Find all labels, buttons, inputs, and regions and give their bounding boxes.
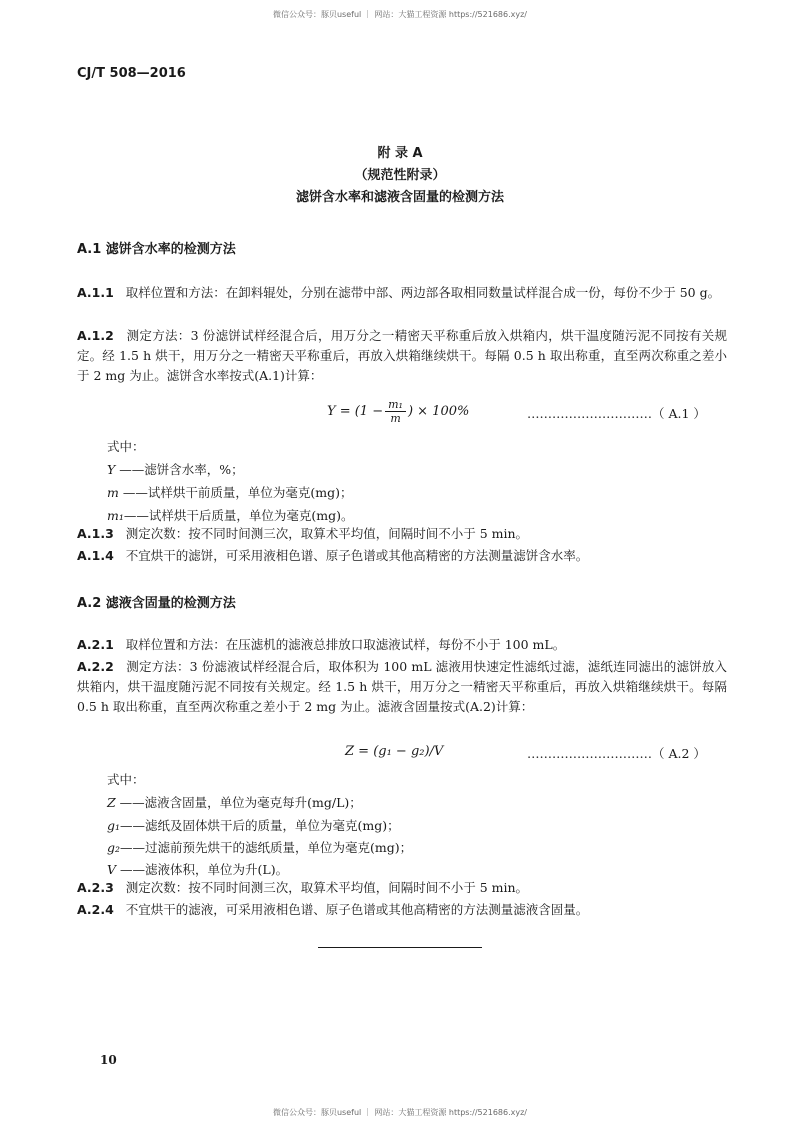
clause-a2-1 (77, 635, 727, 655)
definition-symbol: g₂ (107, 840, 121, 855)
clause-number: A.1.4 (77, 548, 114, 563)
appendix-type: （规范性附录） (354, 168, 446, 183)
definition-row (107, 460, 244, 478)
where-label: 式中： (107, 772, 145, 787)
clause-a2-2 (77, 657, 727, 717)
clause-number: A.1.3 (77, 526, 114, 541)
equation-number-a1: …………………………（ A.1 ） (527, 406, 706, 421)
clause-number: A.1.1 (77, 285, 114, 300)
clause-text: 取样位置和方法：在卸料辊处，分别在滤带中部、两边部各取相同数量试样混合成一份，每份不少于 50 g。 (125, 285, 721, 300)
clause-text: 测定方法：3 份滤饼试样经混合后，用万分之一精密天平称重后放入烘箱内，烘干温度随污泥不同按有关规定。经 1.5 h 烘干，用万分之一精密天平称重后，再放入烘箱继续烘干。每隔 0.5 h 取出称重，直至两次称重之差小于 2 mg 为止。滤饼含水率按式(A.1)计算： (77, 328, 728, 383)
clause-text: 不宜烘干的滤液，可采用液相色谱、原子色谱或其他高精密的方法测量滤液含固量。 (125, 902, 589, 917)
clause-number: A.2.3 (77, 880, 114, 895)
clause-number: A.2.1 (77, 637, 114, 652)
standard-code: CJ/T 508—2016 (77, 66, 186, 81)
definition-text: ——试样烘干后质量，单位为毫克(mg)。 (123, 508, 354, 523)
clause-number: A.2.4 (77, 902, 114, 917)
watermark-top: 微信公众号：豚贝useful ｜ 网站：大猫工程资源 https://521686.xyz/ (272, 10, 528, 19)
definition-text: ——滤纸及固体烘干后的质量，单位为毫克(mg)； (120, 818, 400, 833)
definition-row (107, 838, 412, 856)
definition-symbol: V (107, 862, 117, 877)
definition-row (107, 483, 352, 501)
equation-fraction (385, 398, 406, 425)
equation-a1 (327, 398, 469, 425)
definition-symbol: m (107, 485, 119, 500)
clause-a1-2 (77, 326, 727, 386)
watermark-bottom: 微信公众号：豚贝useful ｜ 网站：大猫工程资源 https://521686.xyz/ (272, 1108, 528, 1117)
definition-row (107, 816, 400, 834)
section-a2-heading: A.2 滤液含固量的检测方法 (77, 596, 236, 611)
definition-symbol: m₁ (107, 508, 124, 523)
clause-number: A.2.2 (77, 659, 114, 674)
definition-symbol: g₁ (107, 818, 121, 833)
page-number: 10 (100, 1053, 117, 1067)
appendix-title: 附 录 A (377, 146, 423, 161)
definition-text: ——过滤前预先烘干的滤纸质量，单位为毫克(mg)； (120, 840, 413, 855)
equation-right: ) × 100% (407, 404, 470, 419)
clause-text: 测定次数：按不同时间测三次，取算术平均值，间隔时间不小于 5 min。 (125, 526, 529, 541)
equation-left: Y = (1 − (327, 404, 384, 419)
clause-text: 测定次数：按不同时间测三次，取算术平均值，间隔时间不小于 5 min。 (125, 880, 529, 895)
definition-row (107, 793, 362, 811)
clause-number: A.1.2 (77, 328, 114, 343)
clause-a1-1 (77, 283, 727, 303)
fraction-denominator: m (390, 412, 401, 425)
definition-text: ——滤饼含水率，%； (119, 462, 244, 477)
clause-a2-3 (77, 878, 727, 898)
section-a1-heading: A.1 滤饼含水率的检测方法 (77, 242, 236, 257)
definition-text: ——试样烘干前质量，单位为毫克(mg)； (122, 485, 353, 500)
appendix-name: 滤饼含水率和滤液含固量的检测方法 (295, 190, 504, 205)
definition-text: ——滤液含固量，单位为毫克每升(mg/L)； (119, 795, 362, 810)
clause-text: 不宜烘干的滤饼，可采用液相色谱、原子色谱或其他高精密的方法测量滤饼含水率。 (125, 548, 589, 563)
definition-row (107, 506, 353, 524)
clause-a1-4 (77, 546, 727, 566)
clause-text: 取样位置和方法：在压滤机的滤液总排放口取滤液试样，每份不小于 100 mL。 (125, 637, 566, 652)
clause-a2-4 (77, 900, 727, 920)
clause-text: 测定方法：3 份滤液试样经混合后，取体积为 100 mL 滤液用快速定性滤纸过滤，滤纸连同滤出的滤饼放入烘箱内，烘干温度随污泥不同按有关规定。经 1.5 h 烘干，用万分之一精密天平称重后，再放入烘箱继续烘干。每隔 0.5 h 取出称重，直至两次称重之差小于 2 mg 为止。滤液含固量按式(A.2)计算： (77, 659, 727, 714)
definition-symbol: Y (107, 462, 116, 477)
equation-a2: Z = (g₁ − g₂)/V (345, 744, 444, 759)
definition-row (107, 860, 288, 878)
end-rule (318, 947, 482, 948)
definition-symbol: Z (107, 795, 116, 810)
fraction-numerator: m₁ (385, 398, 406, 412)
clause-a1-3 (77, 524, 727, 544)
equation-number-a2: …………………………（ A.2 ） (527, 746, 706, 761)
where-label: 式中： (107, 439, 145, 454)
definition-text: ——滤液体积，单位为升(L)。 (120, 862, 289, 877)
